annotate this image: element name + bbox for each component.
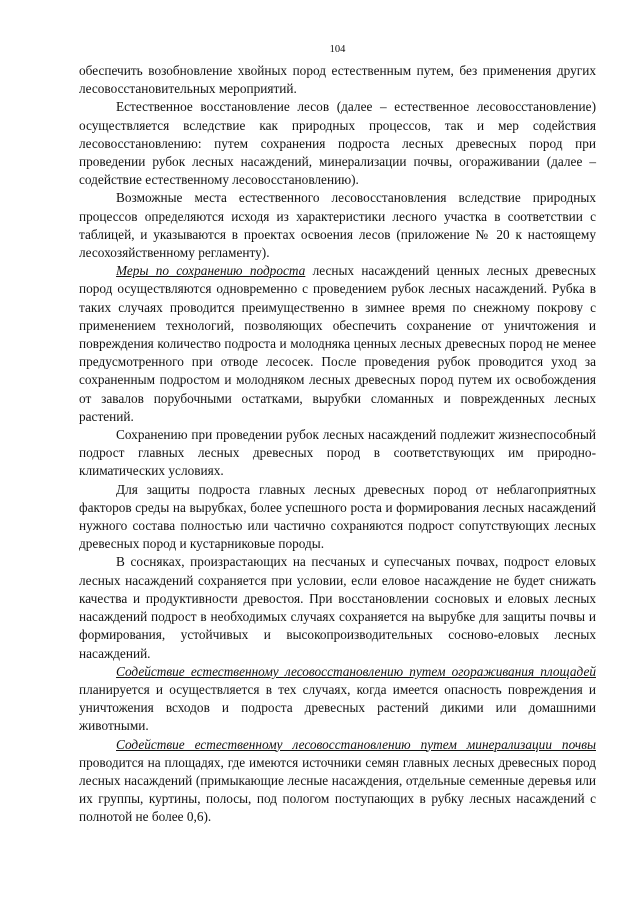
document-body [79,62,596,827]
paragraph-fencing [79,663,596,736]
paragraph-continuation: обеспечить возобновление хвойных пород естественным путем, без применения других лесовосстановительных мероприятий. [79,63,596,97]
paragraph-protection: Для защиты подроста главных лесных древесных пород от неблагоприятных факторов среды на вырубках, более успешного роста и формирования лесных насаждений нужного состава полностью или частично сохраняются подрост сопутствующих лесных древесных пород и кустарниковые породы. [79,481,596,552]
paragraph-mineralization [79,736,596,827]
paragraph-pine-forests: В сосняках, произрастающих на песчаных и супесчаных почвах, подрост еловых лесных насаждений сохраняется при условии, если еловое насаждение не будет снижать качества и продуктивности древостоя. При восстановлении сосновых и еловых лесных насаждений подрост в необходимых случаях сохраняется на вырубке для защиты почвы и формирования, устойчивых и высокопроизводительных сосново-еловых лесных насаждений. [79,554,596,661]
italic-heading-fencing: Содействие естественному лесовосстановлению путем огораживания площадей [116,663,596,679]
paragraph-text: проводится на площадях, где имеются источники семян главных лесных древесных пород лесных насаждений (примыкающие лесные насаждения, отдельные семенные деревья или их группы, куртины, полосы, под пологом поступающих в рубку лесных насаждений с полнотой не более 0,6). [79,754,596,825]
paragraph-preservation: Сохранению при проведении рубок лесных насаждений подлежит жизнеспособный подрост главных лесных древесных пород в соответствующих им природно-климатических условиях. [79,427,596,479]
page-number: 104 [329,44,346,55]
paragraph-undergrowth-measures [79,262,596,426]
paragraph-text: лесных насаждений ценных лесных древесных пород осуществляются одновременно с проведением рубок лесных насаждений. Рубка в таких случаях проводится преимущественно в зимнее время по снежному покрову с применением технологий, позволяющих обеспечить сохранение от уничтожения и повреждения количество подроста и молодняка ценных лесных древесных пород не менее предусмотренного при отводе лесосек. После проведения рубок проводится уход за сохраненным подростом и молодняком лесных древесных пород путем их освобождения от завалов порубочными остатками, вырубки сломанных и поврежденных лесных растений. [79,263,596,424]
italic-heading-undergrowth: Меры по сохранению подроста [116,263,306,279]
paragraph-natural-restoration: Естественное восстановление лесов (далее – естественное лесовосстановление) осуществляется вследствие как природных процессов, так и мер содействия лесовосстановлению: путем сохранения подроста лесных древесных пород при проведении рубок лесных насаждений, минерализации почвы, огораживании (далее – содействие естественному лесовосстановлению). [79,99,596,188]
paragraph-possible-places: Возможные места естественного лесовосстановления вследствие природных процессов определяются исходя из характеристики лесного участка в соответствии с таблицей, и указываются в проектах освоения лесов (приложение № 20 к настоящему лесохозяйственному регламенту). [79,190,596,261]
italic-heading-mineralization: Содействие естественному лесовосстановлению путем минерализации почвы [116,736,596,752]
paragraph-text: планируется и осуществляется в тех случаях, когда имеется опасность повреждения и уничтожения всходов и подроста древесных растений дикими или домашними животными. [79,681,596,734]
